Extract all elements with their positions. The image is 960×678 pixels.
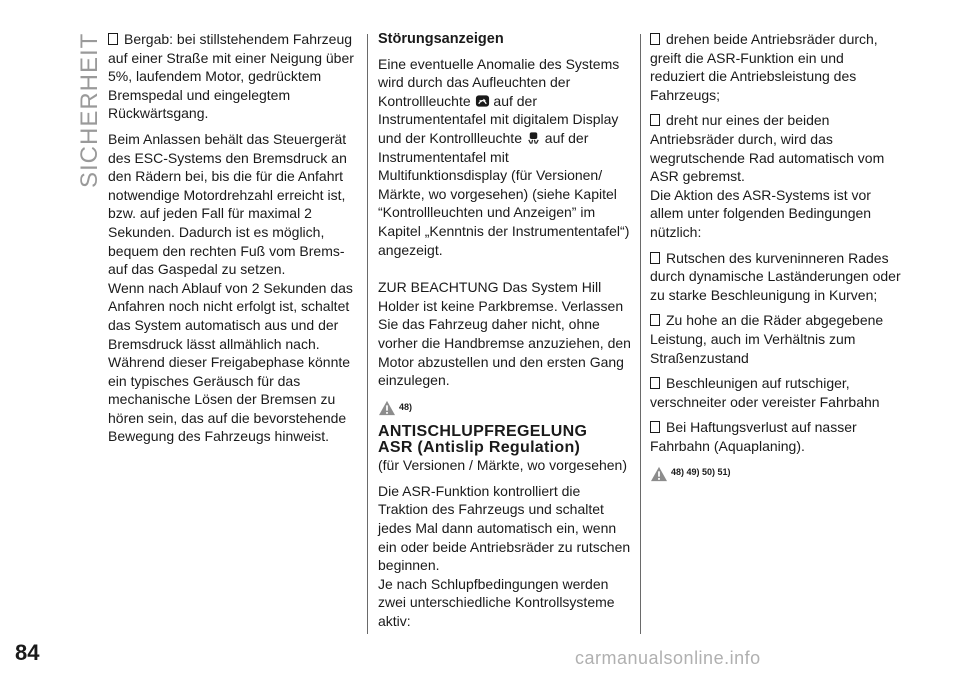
paragraph-text: auf der Instrumententafel mit digitalem Display und der Kontrollleuchte	[378, 92, 619, 146]
list-item: Beschleunigen auf rutschiger, verschneiter oder vereister Fahrbahn	[650, 374, 902, 411]
note-paragraph: ZUR BEACHTUNG Das System Hill Holder ist keine Parkbremse. Verlassen Sie das Fahrzeug daher nicht, ohne vorher die Handbremse anzuziehen, den Motor abzustellen und den ersten Gang einzulegen.	[378, 279, 631, 389]
paragraph: Die ASR-Funktion kontrolliert die Traktion des Fahrzeugs und schaltet jedes Mal dann automatisch ein, wenn ein oder beide Antriebsräder zu rutschen beginnen.	[378, 482, 631, 574]
warning-ref-text: 48)	[399, 401, 413, 412]
section-side-title	[50, 28, 103, 188]
section-subtitle: (für Versionen / Märkte, wo vorgesehen)	[378, 457, 628, 474]
warning-reference	[650, 463, 902, 482]
list-item: Bei Haftungsverlust auf nasser Fahrbahn (Aquaplaning).	[650, 418, 902, 455]
text-column-2	[378, 30, 632, 638]
list-item: dreht nur eines der beiden Antriebsräder durch, wird das wegrutschende Rad automatisch vom ASR gebremst.	[650, 111, 902, 185]
warning-ref-text: 48) 49) 50) 51)	[671, 467, 731, 478]
warning-triangle-icon	[650, 466, 668, 482]
list-item: Zu hohe an die Räder abgegebene Leistung, auch im Verhältnis zum Straßenzustand	[650, 311, 902, 367]
paragraph: Je nach Schlupfbedingungen werden zwei unterschiedliche Kontrollsysteme aktiv:	[378, 575, 615, 630]
paragraph-text: auf der Instrumententafel mit Multifunktionsdisplay (für Versionen/ Märkte, wo vorgesehen) (siehe Kapitel “Kontrollleuchten und Anzeigen” im Kapitel „Kenntnis der Instrumententafel“) angezeigt.	[378, 129, 630, 258]
section-heading: Störungsanzeigen	[378, 31, 504, 47]
paragraph: Beim Anlassen behält das Steuergerät des ESC-Systems den Bremsdruck an den Rädern bei, bis die für die Anfahrt notwendige Motordrehzahl erreicht ist, bzw. auf jeden Fall für maximal 2 Sekunden. Dadurch ist es möglich, bequem den rechten Fuß vom Brems- auf das Gaspedal zu setzen.	[108, 130, 347, 278]
column-divider	[367, 34, 368, 634]
skidding-car-icon	[526, 131, 541, 145]
section-title-line-1: ANTISCHLUPFREGELUNG	[378, 423, 588, 441]
warning-triangle-icon	[378, 400, 396, 416]
list-item: Bergab: bei stillstehendem Fahrzeug auf einer Straße mit einer Neigung über 5%, laufendem Motor, gedrücktem Bremspedal und eingelegtem Rückwärtsgang.	[108, 30, 356, 123]
warning-reference	[378, 398, 632, 417]
column-divider	[640, 34, 641, 634]
paragraph: Die Aktion des ASR-Systems ist vor allem unter folgenden Bedingungen nützlich:	[650, 186, 872, 240]
list-item: Rutschen des kurveninneren Rades durch dynamische Laständerungen oder zu starke Beschleunigung in Kurven;	[650, 249, 901, 303]
asr-warning-light-icon	[475, 94, 490, 108]
paragraph	[378, 55, 632, 260]
paragraph-text: Eine eventuelle Anomalie des Systems wird durch das Aufleuchten der Kontrollleuchte	[378, 55, 620, 109]
paragraph: Wenn nach Ablauf von 2 Sekunden das Anfahren noch nicht erfolgt ist, schaltet das System automatisch aus und der Bremsdruck lässt allmählich nach. Während dieser Freigabephase könnte ein typisches Geräusch für das mechanische Lösen der Bremsen zu hören sein, das auf die bevorstehende Bewegung des Fahrzeugs hinweist.	[108, 279, 353, 445]
section-title-text: SICHERHEIT	[76, 32, 103, 188]
watermark: carmanualsonline.info	[575, 648, 761, 668]
page-number: 84	[15, 640, 40, 665]
text-column-1	[108, 30, 356, 453]
section-title-line-2: ASR (Antislip Regulation)	[378, 439, 581, 457]
list-item: drehen beide Antriebsräder durch, greift die ASR-Funktion ein und reduziert die Antriebsleistung des Fahrzeugs;	[650, 30, 902, 104]
text-column-3	[650, 30, 902, 490]
